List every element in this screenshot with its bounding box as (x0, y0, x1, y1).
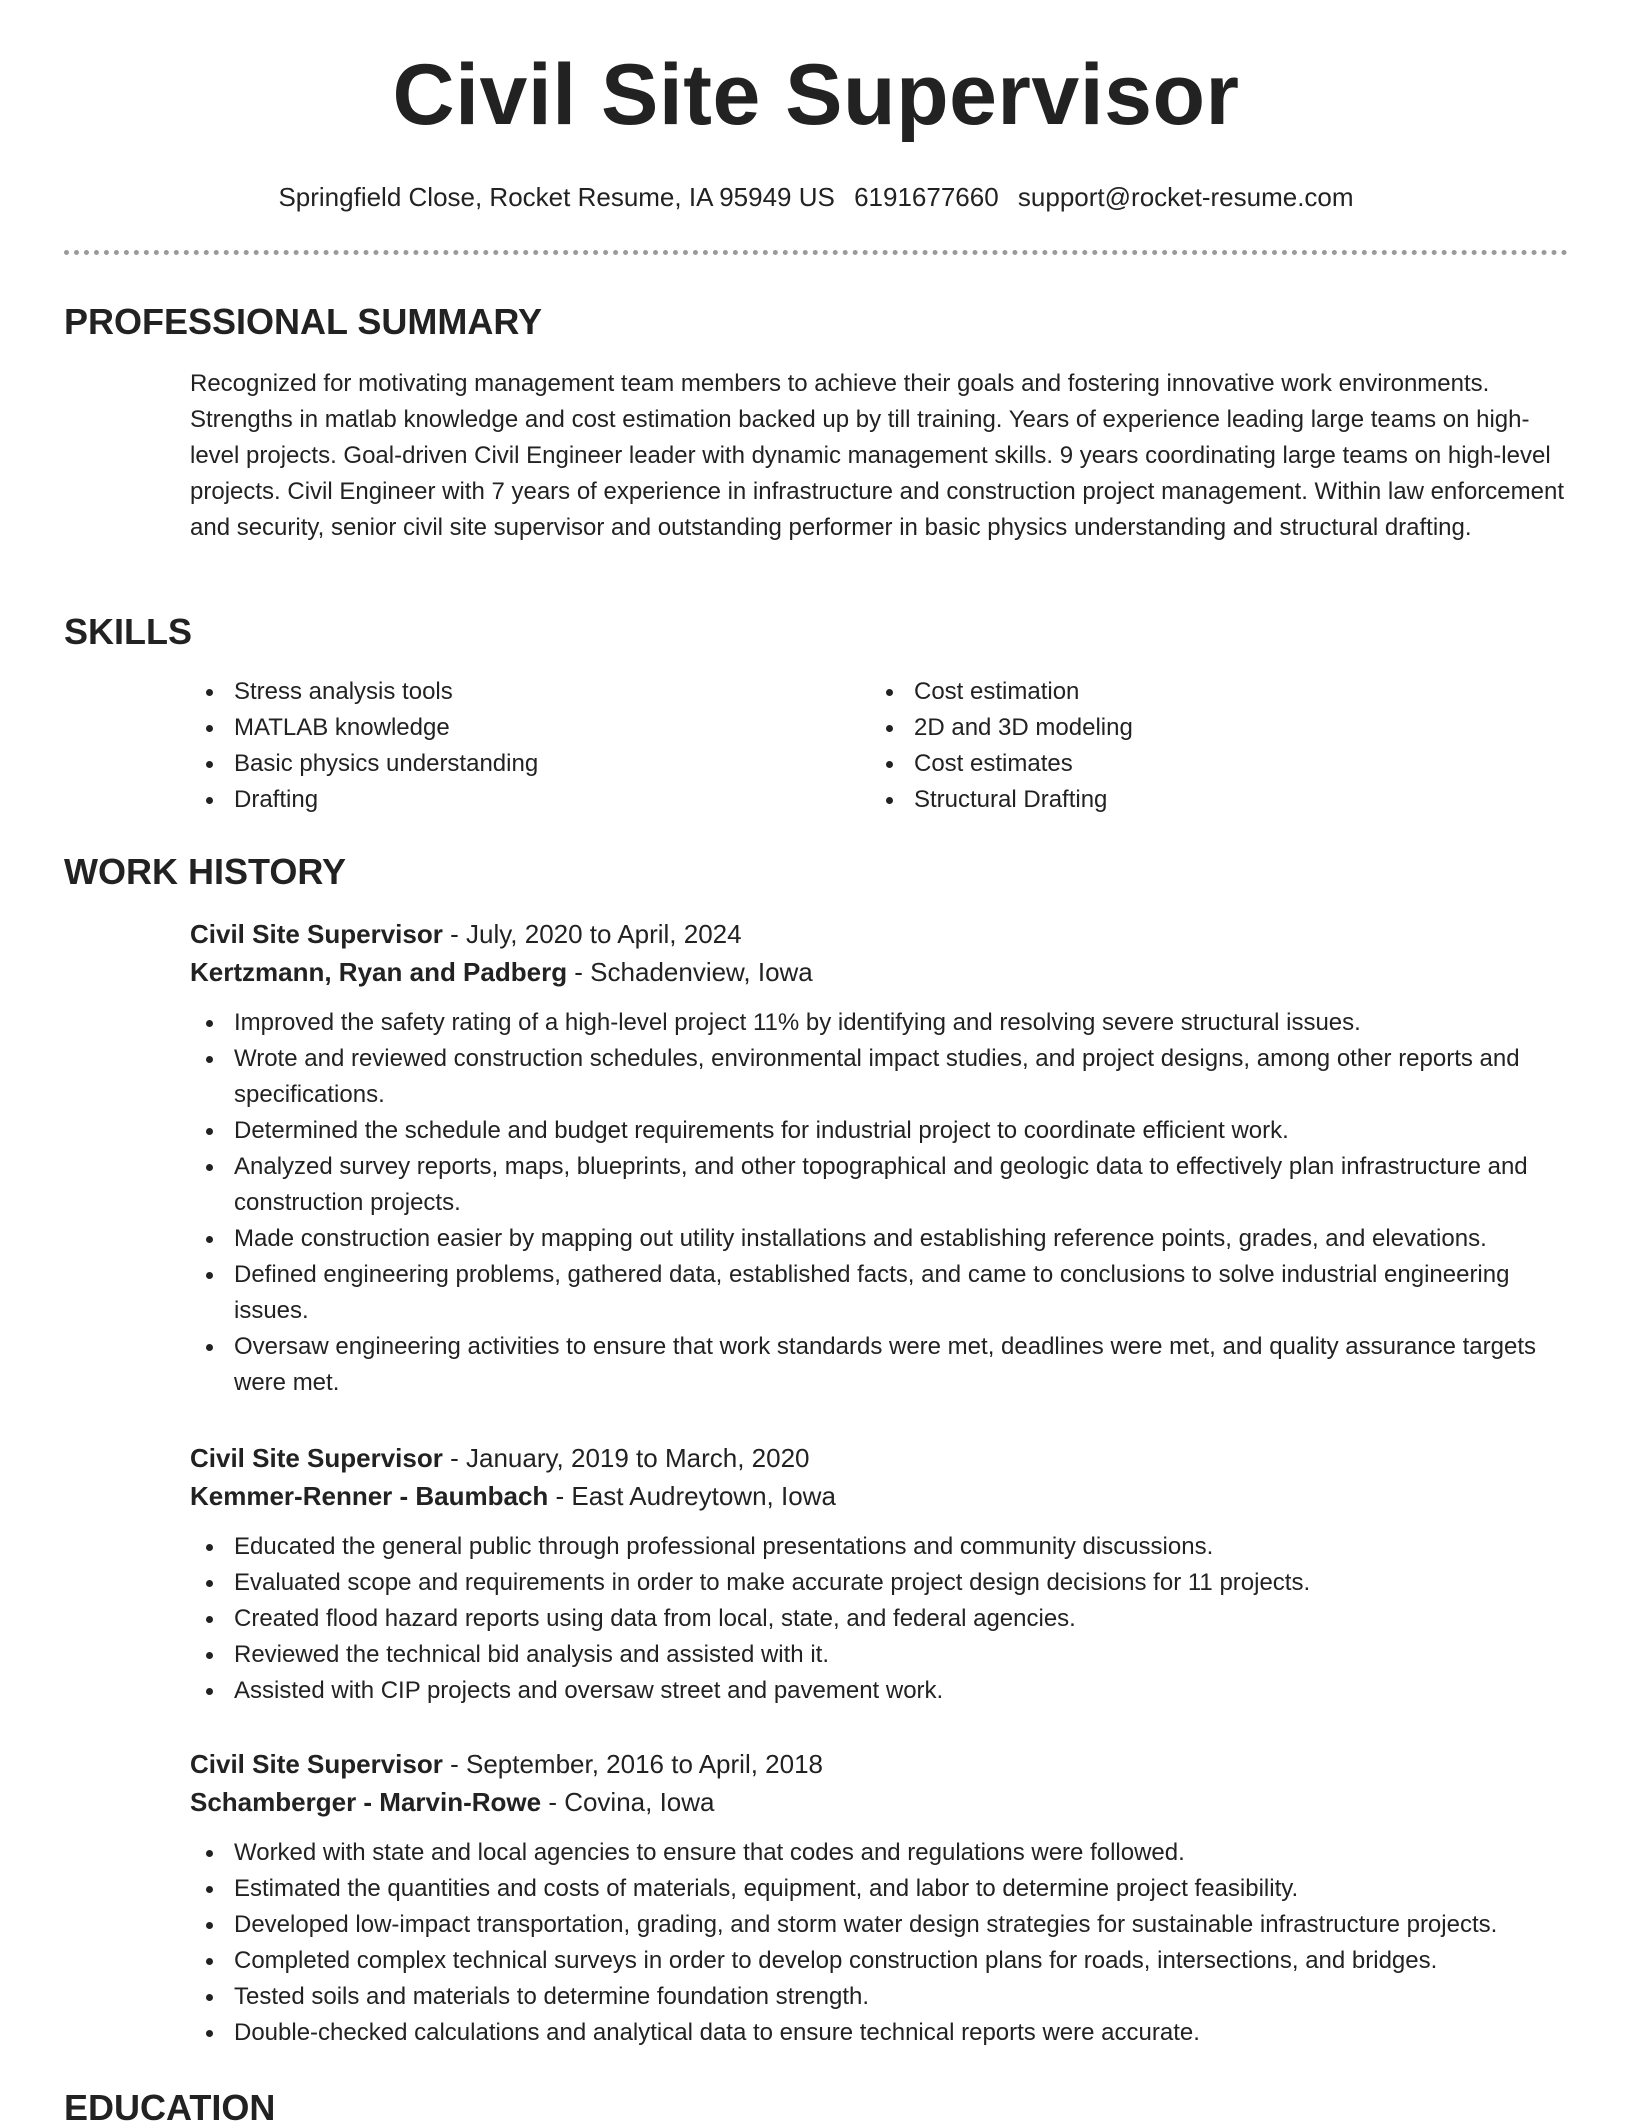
job-bullets (190, 1529, 1570, 1709)
job-bullet: Worked with state and local agencies to ensure that codes and regulations were followed. (190, 1835, 1570, 1871)
job-location: - Covina, Iowa (541, 1787, 715, 1817)
job-bullet: Wrote and reviewed construction schedules, environmental impact studies, and project designs, among other reports and specifications. (190, 1041, 1570, 1113)
contact-address: Springfield Close, Rocket Resume, IA 95949 US (278, 182, 835, 212)
job-entry (190, 1745, 1570, 2051)
job-company: Schamberger - Marvin-Rowe (190, 1787, 542, 1817)
job-dates: - January, 2019 to March, 2020 (442, 1443, 810, 1473)
job-bullet: Assisted with CIP projects and oversaw street and pavement work. (190, 1673, 1570, 1709)
job-location: - East Audreytown, Iowa (548, 1481, 836, 1511)
skill-item: Cost estimation (870, 674, 1550, 710)
job-entry (190, 1439, 1570, 1709)
education-heading: EDUCATION (64, 2087, 276, 2128)
job-company: Kertzmann, Ryan and Padberg (190, 957, 568, 987)
job-bullet: Developed low-impact transportation, grading, and storm water design strategies for sustainable infrastructure projects. (190, 1907, 1570, 1943)
job-title-line (190, 915, 1570, 953)
job-bullet: Determined the schedule and budget requirements for industrial project to coordinate efficient work. (190, 1113, 1570, 1149)
summary-text: Recognized for motivating management team members to achieve their goals and fostering innovative work environments. Strengths in matlab knowledge and cost estimation backed up by till training. Years of experience leading large teams on high-level projects. Goal-driven Civil Engineer leader with dynamic management skills. 9 years coordinating large teams on high-level projects. Civil Engineer with 7 years of experience in infrastructure and construction project management. Within law enforcement and security, senior civil site supervisor and outstanding performer in basic physics understanding and structural drafting. (190, 370, 1564, 541)
job-bullet: Evaluated scope and requirements in order to make accurate project design decisions for 11 projects. (190, 1565, 1570, 1601)
skill-item: 2D and 3D modeling (870, 710, 1550, 746)
job-bullet: Estimated the quantities and costs of materials, equipment, and labor to determine project feasibility. (190, 1871, 1570, 1907)
contact-email[interactable]: support@rocket-resume.com (1017, 182, 1354, 212)
resume-name: Civil Site Supervisor (392, 47, 1240, 143)
work-history-heading: WORK HISTORY (64, 851, 347, 892)
skill-item: MATLAB knowledge (190, 710, 870, 746)
job-bullet: Defined engineering problems, gathered data, established facts, and came to conclusions to solve industrial engineering issues. (190, 1257, 1570, 1329)
job-company: Kemmer-Renner - Baumbach (190, 1481, 549, 1511)
skills-column-right (870, 674, 1550, 818)
job-dates: - July, 2020 to April, 2024 (442, 919, 742, 949)
job-bullet: Improved the safety rating of a high-level project 11% by identifying and resolving severe structural issues. (190, 1005, 1570, 1041)
skill-item: Cost estimates (870, 746, 1550, 782)
job-bullets (190, 1005, 1570, 1401)
job-dates: - September, 2016 to April, 2018 (442, 1749, 824, 1779)
job-company-line (190, 1477, 1570, 1515)
summary-heading: PROFESSIONAL SUMMARY (64, 301, 543, 342)
skill-item: Stress analysis tools (190, 674, 870, 710)
skills-list (190, 674, 1570, 818)
job-entry (190, 915, 1570, 1401)
job-bullet: Created flood hazard reports using data from local, state, and federal agencies. (190, 1601, 1570, 1637)
job-bullet: Completed complex technical surveys in order to develop construction plans for roads, intersections, and bridges. (190, 1943, 1570, 1979)
job-title: Civil Site Supervisor (190, 919, 443, 949)
job-company-line (190, 953, 1570, 991)
contact-phone: 6191677660 (854, 182, 999, 212)
skill-item: Drafting (190, 782, 870, 818)
contact-line (0, 184, 1632, 210)
skill-item: Basic physics understanding (190, 746, 870, 782)
job-bullet: Double-checked calculations and analytical data to ensure technical reports were accurate. (190, 2015, 1570, 2051)
job-title: Civil Site Supervisor (190, 1443, 443, 1473)
skill-item: Structural Drafting (870, 782, 1550, 818)
job-bullet: Analyzed survey reports, maps, blueprints, and other topographical and geologic data to effectively plan infrastructure and construction projects. (190, 1149, 1570, 1221)
job-location: - Schadenview, Iowa (567, 957, 813, 987)
job-bullet: Educated the general public through professional presentations and community discussions. (190, 1529, 1570, 1565)
job-title-line (190, 1439, 1570, 1477)
job-bullet: Tested soils and materials to determine foundation strength. (190, 1979, 1570, 2015)
job-company-line (190, 1783, 1570, 1821)
skills-column-left (190, 674, 870, 818)
header-divider (64, 250, 1568, 255)
job-title-line (190, 1745, 1570, 1783)
job-bullet: Reviewed the technical bid analysis and assisted with it. (190, 1637, 1570, 1673)
job-title: Civil Site Supervisor (190, 1749, 443, 1779)
job-bullet: Made construction easier by mapping out utility installations and establishing reference points, grades, and elevations. (190, 1221, 1570, 1257)
job-bullets (190, 1835, 1570, 2051)
skills-heading: SKILLS (64, 611, 193, 652)
job-bullet: Oversaw engineering activities to ensure that work standards were met, deadlines were met, and quality assurance targets were met. (190, 1329, 1570, 1401)
